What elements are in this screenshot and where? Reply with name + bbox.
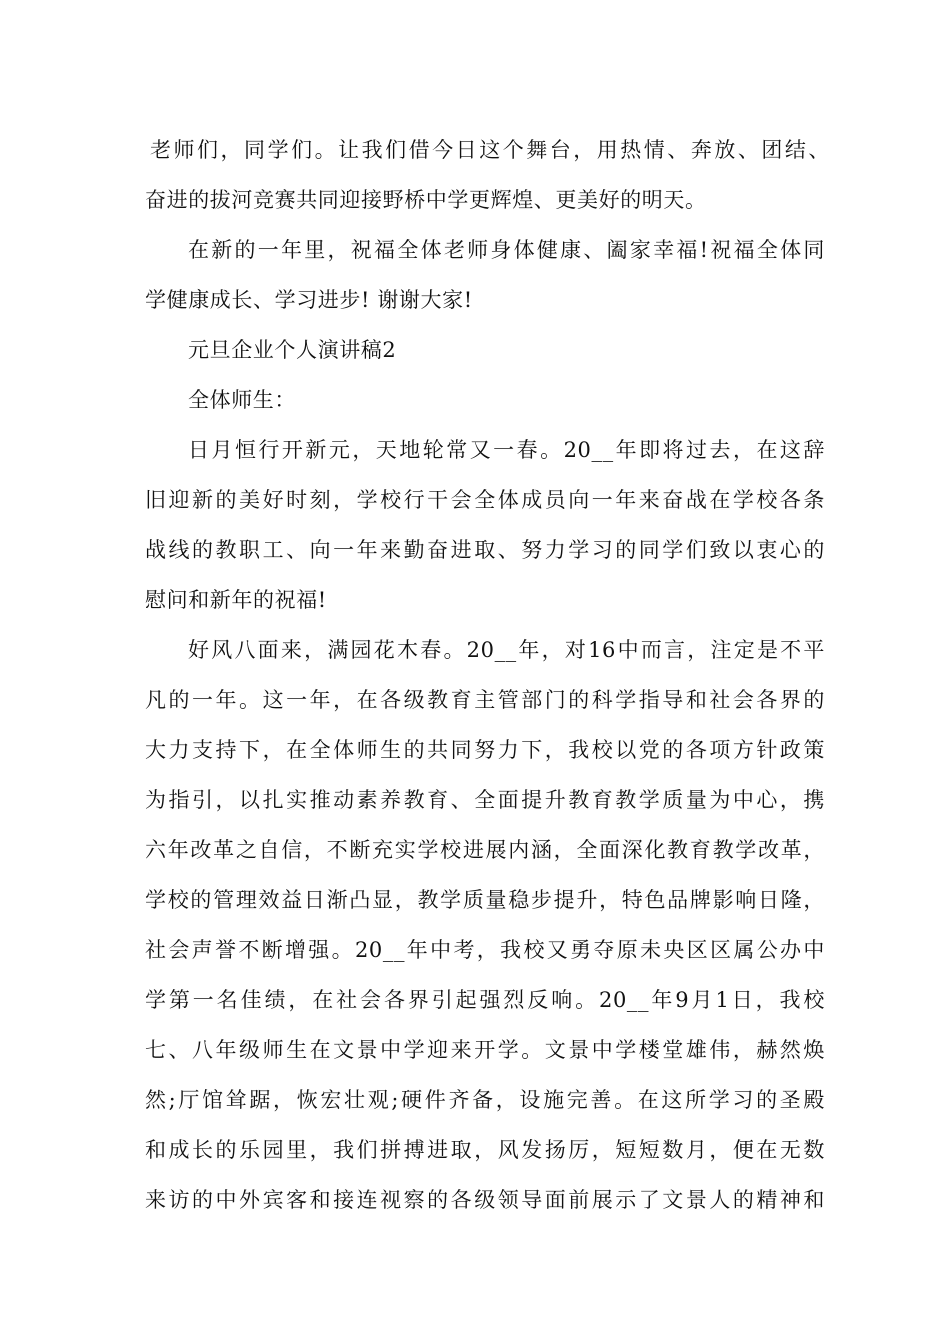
text-line-9: 战线的教职工、向一年来勤奋进取、努力学习的同学们致以衷心的 — [145, 538, 825, 562]
text-line-12: 凡的一年。这一年，在各级教育主管部门的科学指导和社会各界的 — [145, 688, 825, 712]
text-line-13: 大力支持下，在全体师生的共同努力下，我校以党的各项方针政策 — [145, 738, 825, 762]
text-line-10: 慰问和新年的祝福! — [145, 588, 327, 612]
text-line-19: 七、八年级师生在文景中学迎来开学。文景中学楼堂雄伟，赫然焕 — [145, 1038, 825, 1062]
text-line-1: 老师们，同学们。让我们借今日这个舞台，用热情、奔放、团结、 — [150, 138, 830, 162]
text-line-3: 在新的一年里，祝福全体老师身体健康、阖家幸福!祝福全体同 — [188, 238, 825, 262]
text-line-17: 社会声誉不断增强。20__年中考，我校又勇夺原未央区区属公办中 — [145, 938, 825, 962]
salutation: 全体师生： — [188, 388, 296, 412]
text-line-20: 然;厅馆耸踞，恢宏壮观;硬件齐备，设施完善。在这所学习的圣殿 — [145, 1088, 825, 1112]
text-line-8: 旧迎新的美好时刻，学校行干会全体成员向一年来奋战在学校各条 — [145, 488, 825, 512]
text-line-14: 为指引，以扎实推动素养教育、全面提升教育教学质量为中心，携 — [145, 788, 825, 812]
text-line-2: 奋进的拔河竞赛共同迎接野桥中学更辉煌、更美好的明天。 — [145, 188, 707, 212]
text-line-22: 来访的中外宾客和接连视察的各级领导面前展示了文景人的精神和 — [145, 1188, 825, 1212]
section-heading: 元旦企业个人演讲稿2 — [188, 338, 397, 362]
text-line-18: 学第一名佳绩，在社会各界引起强烈反响。20__年9月1日，我校 — [145, 988, 825, 1012]
text-line-4: 学健康成长、学习进步! 谢谢大家! — [145, 288, 473, 312]
text-line-16: 学校的管理效益日渐凸显，教学质量稳步提升，特色品牌影响日隆， — [145, 888, 825, 912]
text-line-11: 好风八面来，满园花木春。20__年，对16中而言，注定是不平 — [188, 638, 825, 662]
text-line-21: 和成长的乐园里，我们拼搏进取，风发扬厉，短短数月，便在无数 — [145, 1138, 825, 1162]
text-line-15: 六年改革之自信，不断充实学校进展内涵，全面深化教育教学改革， — [145, 838, 825, 862]
text-line-7: 日月恒行开新元，天地轮常又一春。20__年即将过去，在这辞 — [188, 438, 825, 462]
